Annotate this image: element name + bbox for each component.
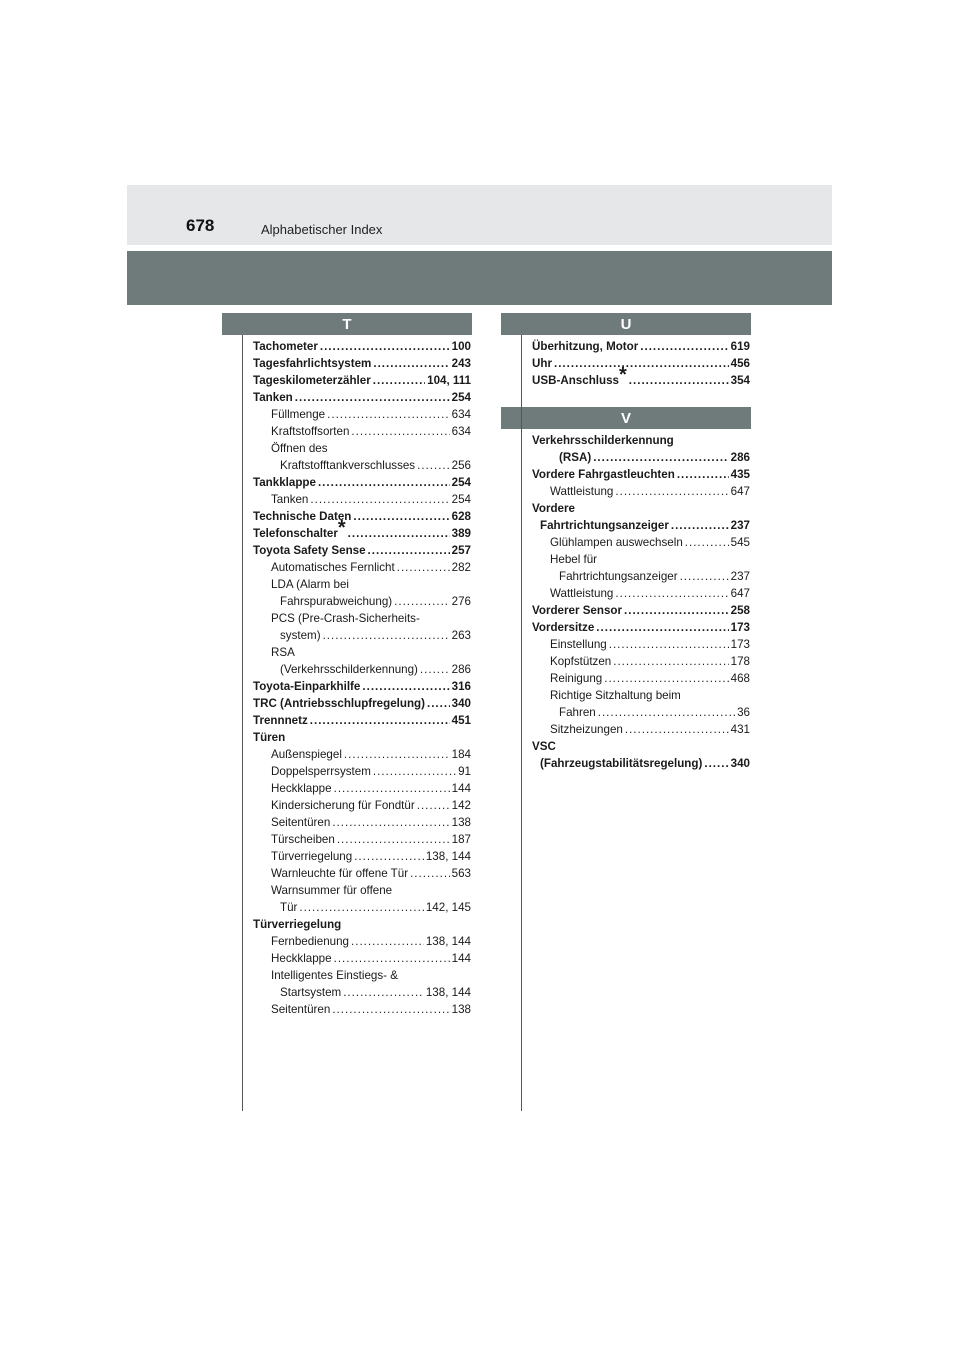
index-entry-page: 173 (730, 638, 750, 651)
index-entry (253, 508, 471, 525)
index-entry (253, 517, 471, 542)
index-entry-label: Richtige Sitzhaltung beim (550, 689, 681, 702)
index-entry-label: Einstellung (550, 638, 607, 651)
leader-dots (680, 568, 729, 585)
leader-dots (327, 406, 450, 423)
index-entry-page: 144 (451, 782, 471, 795)
index-entry-page: 354 (730, 374, 750, 387)
leader-dots (613, 653, 728, 670)
index-entry (253, 916, 471, 933)
leader-dots (337, 831, 450, 848)
index-entry-page: 237 (730, 519, 750, 532)
index-entry-label: Intelligentes Einstiegs- & (271, 969, 398, 982)
index-entry (532, 355, 750, 372)
index-entry-page: 144 (451, 952, 471, 965)
index-entry (532, 755, 750, 772)
index-entry (253, 712, 471, 729)
leader-dots (615, 585, 728, 602)
leader-dots (354, 848, 424, 865)
index-entry-label: Trennnetz (253, 714, 308, 727)
leader-dots (624, 602, 729, 619)
index-entry (253, 763, 471, 780)
leader-dots (640, 338, 728, 355)
header-dark-band (127, 251, 832, 305)
index-entry (253, 933, 471, 950)
index-entry-label: Automatisches Fernlicht (271, 561, 395, 574)
index-entry-page: 36 (737, 706, 750, 719)
index-entry-page: 254 (451, 476, 471, 489)
index-entry-page: 138, 144 (425, 850, 471, 863)
index-entry (253, 780, 471, 797)
letter-heading-t: T (222, 313, 472, 335)
leader-dots (373, 763, 456, 780)
index-entry-label: Glühlampen auswechseln (550, 536, 683, 549)
index-entry-label: Reinigung (550, 672, 603, 685)
index-entry-page: 340 (730, 757, 750, 770)
leader-dots (417, 457, 450, 474)
letter-heading-u: U (501, 313, 751, 335)
index-entry-page: 431 (730, 723, 750, 736)
index-entry-label: Verkehrsschilderkennung (532, 434, 674, 447)
leader-dots (344, 746, 450, 763)
index-entry (253, 695, 471, 712)
index-entry-page: 468 (730, 672, 750, 685)
index-entry (253, 491, 471, 508)
index-entry (253, 372, 471, 389)
index-entry-label: PCS (Pre-Crash-Sicherheits- (271, 612, 420, 625)
leader-dots (685, 534, 729, 551)
index-entry (532, 636, 750, 653)
index-entry-page: 142, 145 (425, 901, 471, 914)
index-entry (253, 559, 471, 576)
index-entry-label: TRC (Antriebsschlupfregelung) (253, 697, 425, 710)
index-entry (253, 627, 471, 644)
index-entry-page: 647 (730, 485, 750, 498)
leader-dots (332, 814, 449, 831)
leader-dots (351, 423, 449, 440)
index-entry-page: 138 (451, 1003, 471, 1016)
index-entry (253, 797, 471, 814)
index-entry-label: Tagesfahrlichtsystem (253, 357, 372, 370)
index-entry (532, 432, 750, 449)
index-entry-page: 187 (451, 833, 471, 846)
index-entry-label: (RSA) (559, 451, 592, 464)
header-band (127, 185, 832, 245)
index-entry-label: Kraftstofftankverschlusses (280, 459, 416, 472)
index-column-u (532, 338, 750, 389)
index-entry (532, 338, 750, 355)
index-entry-label: Sitzheizungen (550, 723, 623, 736)
index-entry-page: 258 (730, 604, 750, 617)
index-entry-label: Hebel für (550, 553, 598, 566)
index-entry-label: Vordersitze (532, 621, 595, 634)
leader-dots (368, 542, 450, 559)
index-entry (532, 670, 750, 687)
index-entry-page: 282 (451, 561, 471, 574)
index-entry-label: RSA (271, 646, 295, 659)
index-entry-label: LDA (Alarm bei (271, 578, 349, 591)
index-entry-label: Heckklappe (271, 782, 332, 795)
index-entry (253, 610, 471, 627)
index-entry-label: Tankklappe (253, 476, 316, 489)
index-entry (532, 738, 750, 755)
leader-dots (704, 755, 728, 772)
leader-dots (417, 797, 450, 814)
leader-dots (629, 372, 729, 389)
index-entry-label: Seitentüren (271, 1003, 331, 1016)
index-entry (253, 1001, 471, 1018)
leader-dots (593, 449, 728, 466)
leader-dots (373, 372, 425, 389)
page-number: 678 (186, 216, 215, 235)
index-entry-page: 634 (451, 408, 471, 421)
index-entry-page: 647 (730, 587, 750, 600)
index-entry-label: Überhitzung, Motor (532, 340, 639, 353)
index-entry (532, 449, 750, 466)
index-entry-label: Heckklappe (271, 952, 332, 965)
leader-dots (596, 619, 728, 636)
index-entry (253, 474, 471, 491)
index-entry-label: Warnleuchte für offene Tür (271, 867, 409, 880)
index-entry-label: Fahrtrichtungsanzeiger (559, 570, 678, 583)
index-entry (532, 602, 750, 619)
letter-heading-v: V (501, 407, 751, 429)
index-entry-label: Technische Daten (253, 510, 352, 523)
index-entry (253, 661, 471, 678)
leader-dots (410, 865, 450, 882)
leader-dots (625, 721, 729, 738)
leader-dots (295, 389, 450, 406)
index-entry (532, 687, 750, 704)
leader-dots (394, 593, 450, 610)
leader-dots (310, 712, 450, 729)
index-entry-label: Toyota Safety Sense (253, 544, 366, 557)
leader-dots (348, 525, 450, 542)
footnote-star: * (337, 517, 346, 539)
index-entry-page: 138, 144 (425, 986, 471, 999)
index-entry-label: Türverriegelung (271, 850, 353, 863)
index-entry-label: Uhr (532, 357, 552, 370)
leader-dots (320, 338, 450, 355)
index-entry-label: Füllmenge (271, 408, 326, 421)
index-entry-label: Fahrspurabweichung) (280, 595, 393, 608)
index-entry-label: Tanken (253, 391, 293, 404)
index-entry-page: 256 (451, 459, 471, 472)
index-entry-page: 184 (451, 748, 471, 761)
leader-dots (677, 466, 729, 483)
index-entry-page: 435 (730, 468, 750, 481)
leader-dots (609, 636, 729, 653)
index-entry (253, 746, 471, 763)
index-entry-page: 340 (451, 697, 471, 710)
index-entry (253, 457, 471, 474)
index-entry-page: 628 (451, 510, 471, 523)
index-entry (253, 899, 471, 916)
index-entry (253, 814, 471, 831)
index-entry (532, 704, 750, 721)
index-entry (253, 848, 471, 865)
index-entry (253, 423, 471, 440)
index-entry-label: Toyota-Einparkhilfe (253, 680, 361, 693)
index-entry-label: (Fahrzeugstabilitätsregelung) (540, 757, 703, 770)
index-entry-page: 563 (451, 867, 471, 880)
leader-dots (318, 474, 450, 491)
leader-dots (671, 517, 729, 534)
index-entry (532, 653, 750, 670)
leader-dots (615, 483, 728, 500)
leader-dots (604, 670, 728, 687)
index-entry (253, 542, 471, 559)
index-entry-label: Doppelsperrsystem (271, 765, 371, 778)
index-entry-page: 243 (451, 357, 471, 370)
leader-dots (427, 695, 450, 712)
index-entry (253, 440, 471, 457)
leader-dots (351, 933, 424, 950)
index-entry-label: USB-Anschluss (532, 374, 619, 387)
index-entry (253, 389, 471, 406)
index-entry-label: Kraftstoffsorten (271, 425, 350, 438)
leader-dots (343, 984, 424, 1001)
index-entry (253, 882, 471, 899)
index-entry (532, 364, 750, 389)
index-entry-label: Kindersicherung für Fondtür (271, 799, 415, 812)
index-entry-label: Vorderer Sensor (532, 604, 622, 617)
index-entry-page: 138 (451, 816, 471, 829)
index-entry-page: 104, 111 (427, 374, 471, 387)
index-entry-label: Tanken (271, 493, 309, 506)
leader-dots (323, 627, 450, 644)
leader-dots (353, 508, 449, 525)
index-entry-label: Startsystem (280, 986, 342, 999)
index-entry (532, 585, 750, 602)
index-entry-label: VSC (532, 740, 556, 753)
index-entry-label: Warnsummer für offene (271, 884, 393, 897)
index-entry-page: 619 (730, 340, 750, 353)
index-column-t (253, 338, 471, 1018)
index-entry-page: 286 (730, 451, 750, 464)
index-entry (253, 831, 471, 848)
section-title: Alphabetischer Index (261, 222, 383, 237)
index-column-v (532, 432, 750, 772)
index-entry (253, 678, 471, 695)
index-entry-page: 286 (451, 663, 471, 676)
index-entry-label: system) (280, 629, 321, 642)
index-entry-page: 91 (458, 765, 471, 778)
index-entry (253, 967, 471, 984)
index-entry (532, 483, 750, 500)
index-entry-page: 100 (451, 340, 471, 353)
index-entry (253, 593, 471, 610)
leader-dots (299, 899, 423, 916)
index-entry-label: Fernbedienung (271, 935, 349, 948)
index-entry-page: 142 (451, 799, 471, 812)
index-entry (532, 568, 750, 585)
index-entry-label: Türverriegelung (253, 918, 342, 931)
leader-dots (332, 1001, 449, 1018)
index-entry-label: Türscheiben (271, 833, 335, 846)
index-entry-page: 237 (730, 570, 750, 583)
index-entry-label: Öffnen des (271, 442, 328, 455)
index-entry-label: (Verkehrsschilderkennung) (280, 663, 418, 676)
index-entry-label: Tachometer (253, 340, 318, 353)
index-entry-label: Seitentüren (271, 816, 331, 829)
leader-dots (598, 704, 735, 721)
index-entry-page: 276 (451, 595, 471, 608)
leader-dots (373, 355, 449, 372)
index-entry-label: Fahren (559, 706, 596, 719)
index-entry (532, 619, 750, 636)
footnote-star: * (618, 364, 627, 386)
index-entry-page: 634 (451, 425, 471, 438)
index-entry (532, 466, 750, 483)
index-entry-page: 254 (451, 391, 471, 404)
index-entry-page: 263 (451, 629, 471, 642)
index-entry (253, 355, 471, 372)
index-entry-label: Vordere Fahrgastleuchten (532, 468, 675, 481)
leader-dots (362, 678, 449, 695)
index-entry-label: Außenspiegel (271, 748, 342, 761)
index-entry-page: 456 (730, 357, 750, 370)
leader-dots (310, 491, 449, 508)
leader-dots (397, 559, 450, 576)
index-entry-page: 254 (451, 493, 471, 506)
index-entry (532, 500, 750, 517)
leader-dots (420, 661, 450, 678)
index-entry (253, 865, 471, 882)
index-entry-label: Kopfstützen (550, 655, 612, 668)
index-entry (253, 729, 471, 746)
index-entry (253, 644, 471, 661)
index-entry (532, 517, 750, 534)
index-entry (253, 950, 471, 967)
index-entry-label: Fahrtrichtungsanzeiger (540, 519, 669, 532)
index-entry-label: Telefonschalter (253, 527, 338, 540)
index-entry (253, 984, 471, 1001)
index-entry (532, 721, 750, 738)
index-entry-label: Türen (253, 731, 286, 744)
index-entry-label: Vordere (532, 502, 575, 515)
index-entry-page: 138, 144 (425, 935, 471, 948)
index-entry-label: Wattleistung (550, 587, 614, 600)
index-entry-page: 257 (451, 544, 471, 557)
index-entry-label: Tageskilometerzähler (253, 374, 371, 387)
index-entry-label: Wattleistung (550, 485, 614, 498)
index-entry-page: 316 (451, 680, 471, 693)
column-rule-left (242, 335, 243, 1111)
index-entry-page: 451 (451, 714, 471, 727)
index-entry-page: 545 (730, 536, 750, 549)
leader-dots (334, 950, 450, 967)
column-rule-right (521, 335, 522, 1111)
index-entry (253, 406, 471, 423)
index-entry-page: 178 (730, 655, 750, 668)
index-entry (253, 338, 471, 355)
index-entry (532, 551, 750, 568)
index-entry-label: Tür (280, 901, 298, 914)
index-entry-page: 389 (451, 527, 471, 540)
index-entry (253, 576, 471, 593)
index-entry (532, 534, 750, 551)
leader-dots (554, 355, 729, 372)
leader-dots (334, 780, 450, 797)
index-entry-page: 173 (730, 621, 750, 634)
